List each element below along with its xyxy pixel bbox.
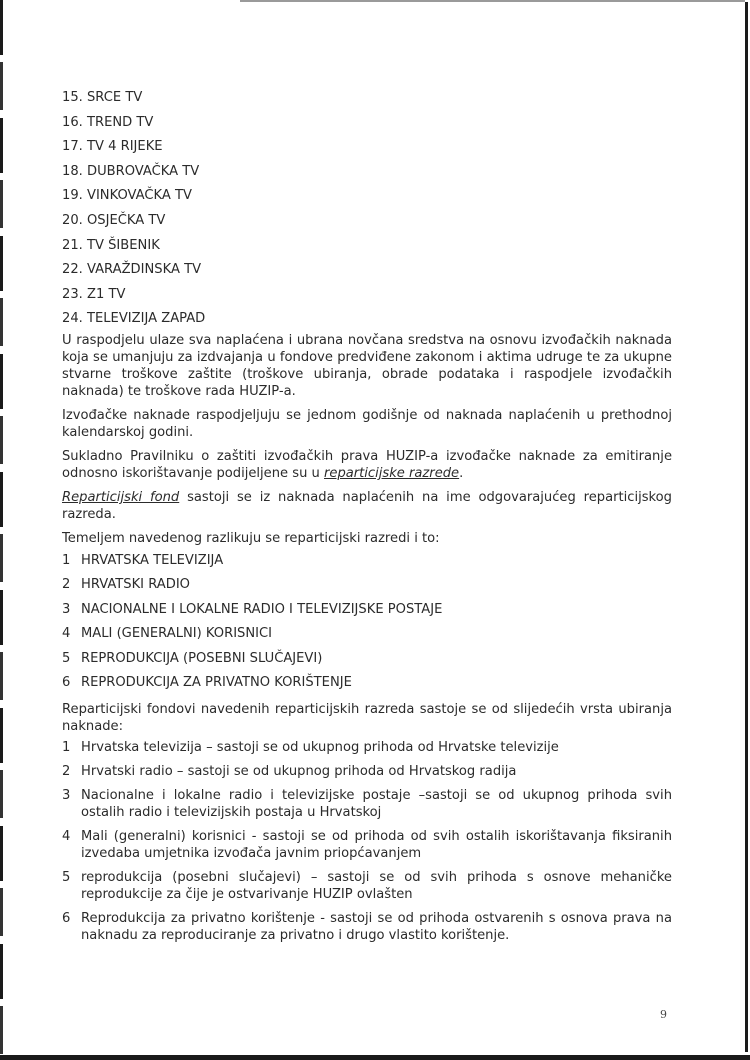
item-number: 2	[62, 577, 71, 593]
list-item	[62, 549, 672, 573]
paragraph-reparticijski-fond	[62, 489, 672, 523]
list-item: 16. TREND TV	[62, 114, 154, 130]
paragraph-text: sastoji se iz naknada naplaćenih na ime odgovarajućeg reparticijskog razreda.	[62, 489, 672, 522]
item-text: REPRODUKCIJA ZA PRIVATNO KORIŠTENJE	[81, 674, 352, 690]
reparticijski-razredi-term: reparticijske razrede	[324, 465, 460, 481]
paragraph-godisnje: Izvođačke naknade raspodjeljuju se jednom godišnje od naknada naplaćenih u prethodnoj kalendarskoj godini.	[62, 407, 672, 440]
razredi-list	[62, 549, 672, 695]
item-text: REPRODUKCIJA (POSEBNI SLUČAJEVI)	[81, 650, 323, 666]
page-number: 9	[660, 1008, 667, 1021]
list-item	[62, 763, 672, 780]
paragraph-text: Sukladno Pravilniku o zaštiti izvođačkih prava HUZIP-a izvođačke naknade za emitiranje odnosno iskorištavanje podijeljene su u	[62, 448, 672, 481]
list-item	[62, 910, 672, 944]
list-item	[62, 828, 672, 862]
scan-edge-left	[0, 0, 3, 1060]
item-text: Reprodukcija za privatno korištenje - sastoji se od prihoda ostvarenih s osnova prava na naknadu za reproduciranje za privatno i drugo vlastito korištenje.	[81, 911, 672, 944]
item-number: 4	[62, 626, 71, 642]
item-text: NACIONALNE I LOKALNE RADIO I TELEVIZIJSKE POSTAJE	[81, 601, 443, 617]
list-item: 18. DUBROVAČKA TV	[62, 163, 200, 179]
document-body	[62, 86, 672, 951]
list-item	[62, 739, 672, 756]
item-number: 2	[62, 764, 71, 780]
item-number: 1	[62, 552, 71, 568]
item-text: Mali (generalni) korisnici - sastoji se od prihoda od svih ostalih iskorištavanja fiksiranih izvedaba umjetnika izvođača javnim priopćavanjem	[81, 829, 672, 862]
scan-edge-bottom	[0, 1055, 750, 1060]
list-item	[62, 598, 672, 622]
item-number: 3	[62, 601, 71, 617]
scan-edge-top	[240, 0, 745, 2]
list-item: 17. TV 4 RIJEKE	[62, 139, 163, 155]
fondovi-list	[62, 739, 672, 944]
tv-station-list	[62, 86, 672, 332]
list-item	[62, 787, 672, 821]
reparticijski-fond-term: Reparticijski fond	[62, 489, 180, 505]
item-text: Hrvatski radio – sastoji se od ukupnog prihoda od Hrvatskog radija	[81, 764, 517, 780]
item-number: 4	[62, 829, 71, 845]
list-item: 15. SRCE TV	[62, 90, 143, 105]
item-text: Nacionalne i lokalne radio i televizijske postaje –sastoji se od ukupnog prihoda svih ostalih radio i televizijskih postaja u Hrvatskoj	[81, 788, 672, 821]
list-item: 22. VARAŽDINSKA TV	[62, 262, 202, 278]
item-text: MALI (GENERALNI) KORISNICI	[81, 626, 273, 642]
item-number: 5	[62, 650, 71, 666]
list-item	[62, 622, 672, 646]
paragraph-raspodjela: U raspodjelu ulaze sva naplaćena i ubrana novčana sredstva na osnovu izvođačkih naknada koja se umanjuju za izdvajanja u fondove predviđene zakonom i aktima udruge te za ukupne stvarne troškove zaštite (troškove ubiranja, obrade podataka i raspodjele izvođačkih naknada) te troškove rada HUZIP-a.	[62, 332, 672, 399]
item-number: 6	[62, 911, 71, 927]
scan-edge-right	[745, 2, 748, 1052]
item-text: Hrvatska televizija – sastoji se od ukupnog prihoda od Hrvatske televizije	[81, 740, 559, 756]
item-text: HRVATSKI RADIO	[81, 577, 190, 593]
paragraph-fondovi-intro: Reparticijski fondovi navedenih reparticijskih razreda sastoje se od slijedećih vrsta ubiranja naknade:	[62, 702, 672, 735]
list-item	[62, 647, 672, 671]
list-item: 19. VINKOVAČKA TV	[62, 188, 192, 204]
list-item: 21. TV ŠIBENIK	[62, 237, 160, 253]
list-item	[62, 573, 672, 597]
item-number: 3	[62, 788, 71, 804]
list-item: 23. Z1 TV	[62, 286, 126, 302]
item-text: reprodukcija (posebni slučajevi) – sastoji se od svih prihoda s osnove mehaničke reprodukcije za čije je ostvarivanje HUZIP ovlašten	[81, 870, 672, 903]
item-number: 1	[62, 740, 71, 756]
list-item: 24. TELEVIZIJA ZAPAD	[62, 311, 206, 327]
item-number: 5	[62, 870, 71, 886]
list-item	[62, 869, 672, 903]
list-item	[62, 671, 672, 695]
item-text: HRVATSKA TELEVIZIJA	[81, 552, 224, 568]
item-number: 6	[62, 674, 71, 690]
paragraph-text: .	[459, 465, 464, 481]
paragraph-pravilnik	[62, 448, 672, 482]
list-item: 20. OSJEČKA TV	[62, 212, 166, 228]
paragraph-temeljem: Temeljem navedenog razlikuju se reparticijski razredi i to:	[62, 530, 440, 546]
